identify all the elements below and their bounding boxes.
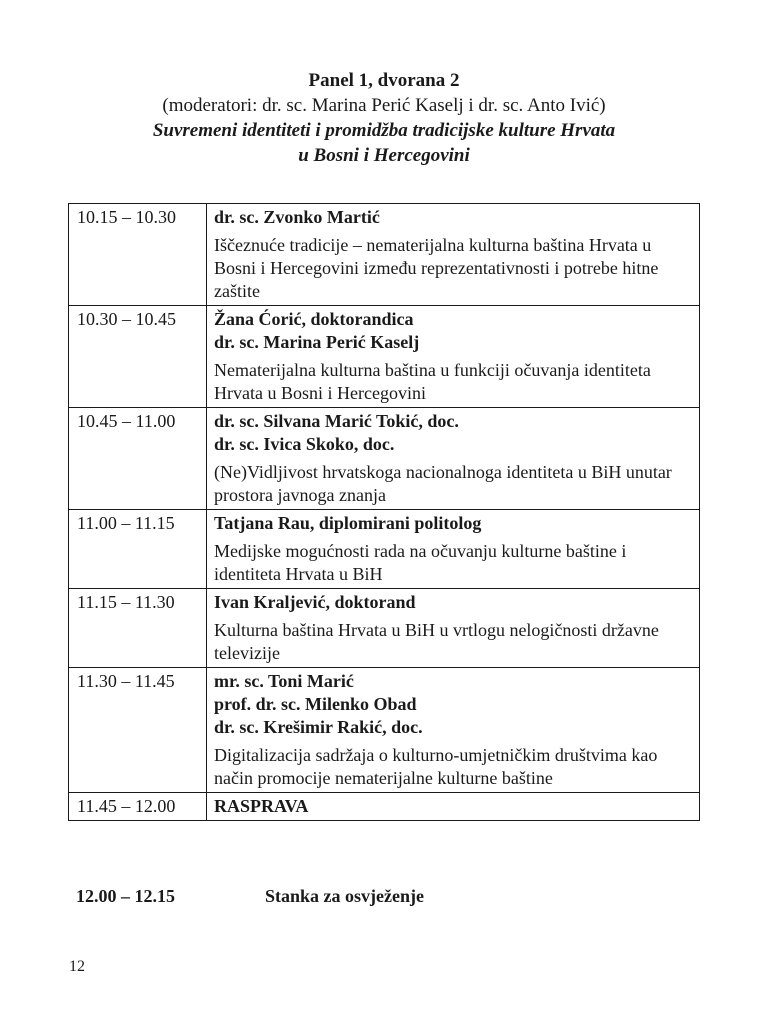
slot-time: 10.15 – 10.30 xyxy=(69,204,207,306)
schedule-row xyxy=(69,204,700,306)
slot-content xyxy=(207,306,700,408)
talk-title: Medijske mogućnosti rada na očuvanju kulturne baštine i identiteta Hrvata u BiH xyxy=(214,541,627,584)
speaker-list xyxy=(214,670,693,739)
talk-title: Iščeznuće tradicije – nematerijalna kulturna baština Hrvata u Bosni i Hercegovini između reprezentativnosti i potrebe hitne zaštite xyxy=(214,235,659,301)
panel-title: Panel 1, dvorana 2 xyxy=(308,70,460,91)
talk-title: (Ne)Vidljivost hrvatskoga nacionalnoga identiteta u BiH unutar prostora javnoga znanja xyxy=(214,462,672,505)
page-header xyxy=(0,68,768,168)
schedule-row xyxy=(69,589,700,668)
slot-content xyxy=(207,668,700,793)
break-label: Stanka za osvježenje xyxy=(265,886,424,906)
speaker-name: dr. sc. Marina Perić Kaselj xyxy=(214,332,420,352)
slot-time: 11.15 – 11.30 xyxy=(69,589,207,668)
panel-theme-line-1: Suvremeni identiteti i promidžba tradicijske kulture Hrvata xyxy=(152,120,616,141)
speaker-list xyxy=(214,795,693,818)
slot-content xyxy=(207,510,700,589)
speaker-list xyxy=(214,206,693,229)
speaker-name: Tatjana Rau, diplomirani politolog xyxy=(214,513,482,533)
slot-content xyxy=(207,589,700,668)
talk-title: Digitalizacija sadržaja o kulturno-umjetničkim društvima kao način promocije nematerijalne kulturne baštine xyxy=(214,745,658,788)
schedule-row xyxy=(69,408,700,510)
slot-content xyxy=(207,408,700,510)
schedule-row xyxy=(69,510,700,589)
speaker-list xyxy=(214,591,693,614)
break-item xyxy=(76,884,424,908)
schedule-row xyxy=(69,793,700,821)
schedule-table xyxy=(68,203,700,821)
talk-title: Kulturna baština Hrvata u BiH u vrtlogu nelogičnosti državne televizije xyxy=(214,620,659,663)
speaker-list xyxy=(214,410,693,456)
slot-time: 11.30 – 11.45 xyxy=(69,668,207,793)
schedule-row xyxy=(69,306,700,408)
break-time: 12.00 – 12.15 xyxy=(76,886,175,906)
slot-time: 11.45 – 12.00 xyxy=(69,793,207,821)
speaker-list xyxy=(214,512,693,535)
slot-time: 11.00 – 11.15 xyxy=(69,510,207,589)
speaker-name: dr. sc. Silvana Marić Tokić, doc. xyxy=(214,411,459,431)
panel-theme-line-2: u Bosni i Hercegovini xyxy=(298,145,470,166)
speaker-name: prof. dr. sc. Milenko Obad xyxy=(214,694,417,714)
speaker-name: dr. sc. Ivica Skoko, doc. xyxy=(214,434,395,454)
talk-title: Nematerijalna kulturna baština u funkciji očuvanja identiteta Hrvata u Bosni i Hercegovini xyxy=(214,360,651,403)
slot-content xyxy=(207,793,700,821)
speaker-name: dr. sc. Zvonko Martić xyxy=(214,207,380,227)
speaker-name: mr. sc. Toni Marić xyxy=(214,671,354,691)
page-number: 12 xyxy=(69,958,85,975)
speaker-name: dr. sc. Krešimir Rakić, doc. xyxy=(214,717,423,737)
speaker-name: Žana Ćorić, doktorandica xyxy=(214,309,414,329)
discussion-label: RASPRAVA xyxy=(214,796,309,816)
slot-time: 10.30 – 10.45 xyxy=(69,306,207,408)
speaker-list xyxy=(214,308,693,354)
slot-time: 10.45 – 11.00 xyxy=(69,408,207,510)
moderators-line: (moderatori: dr. sc. Marina Perić Kaselj i dr. sc. Anto Ivić) xyxy=(162,95,606,116)
speaker-name: Ivan Kraljević, doktorand xyxy=(214,592,416,612)
slot-content xyxy=(207,204,700,306)
schedule-row xyxy=(69,668,700,793)
